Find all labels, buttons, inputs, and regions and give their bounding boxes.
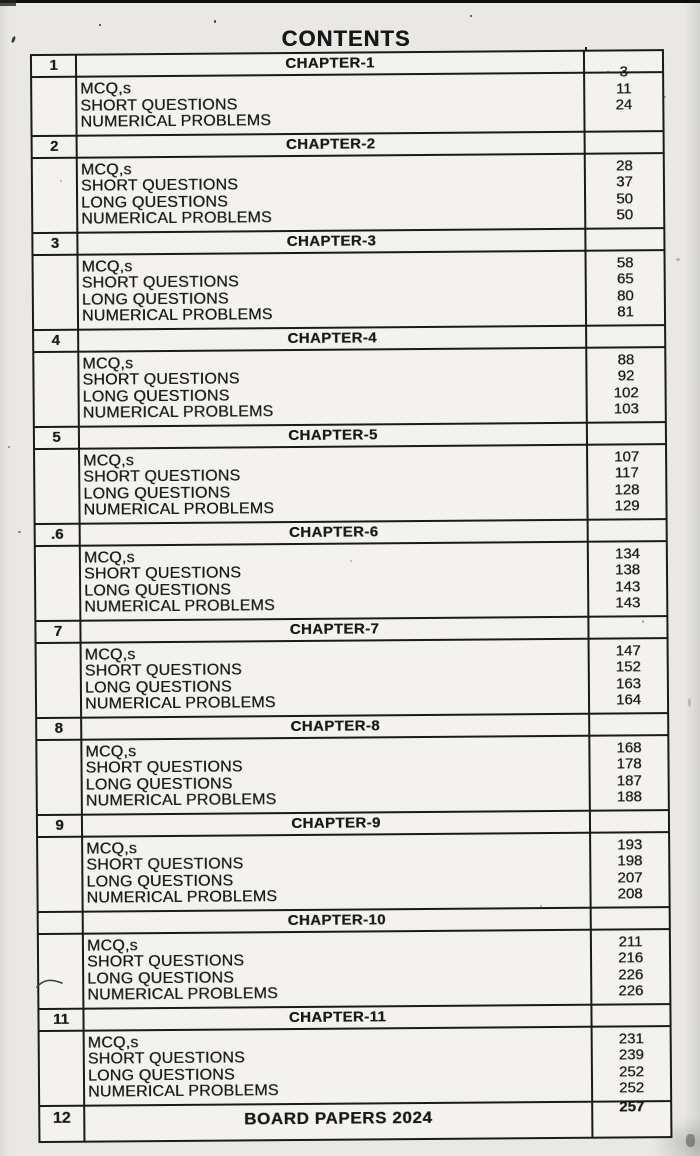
items-label-cell xyxy=(79,348,588,425)
scan-speck xyxy=(540,905,542,907)
chapter-items-row xyxy=(38,833,669,913)
chapter-items-row xyxy=(35,445,666,525)
toc-item-label: SHORT QUESTIONS xyxy=(81,273,239,292)
board-papers-row xyxy=(40,1097,670,1141)
toc-item-page: 178 xyxy=(616,755,642,773)
items-label-cell xyxy=(85,1027,594,1104)
toc-item-page: 65 xyxy=(616,270,634,288)
chapter-items-row xyxy=(40,1027,671,1107)
toc-item-label: NUMERICAL PROBLEMS xyxy=(85,791,277,810)
chapter-items-row xyxy=(39,930,670,1010)
scan-speck xyxy=(688,698,691,707)
scan-speck xyxy=(607,71,609,73)
chapter-page-cell xyxy=(592,1005,669,1026)
scan-speck xyxy=(470,15,472,17)
toc-item-page: 50 xyxy=(616,206,634,224)
toc-item-page: 37 xyxy=(616,173,633,191)
chapter-title-cell: CHAPTER-6 xyxy=(81,520,589,544)
items-page-cell xyxy=(587,348,665,422)
toc-item-label: NUMERICAL PROBLEMS xyxy=(81,209,272,228)
toc-item-label: MCQ,s xyxy=(85,742,137,761)
toc-item-page: 226 xyxy=(618,965,644,983)
items-page-cell xyxy=(586,154,664,228)
toc-item-label: SHORT QUESTIONS xyxy=(86,855,244,874)
toc-item-page: 193 xyxy=(617,835,643,853)
toc-item-page: 211 xyxy=(618,932,643,950)
toc-item-page: 188 xyxy=(616,788,642,806)
toc-item-label: MCQ,s xyxy=(86,936,138,955)
items-left-cell xyxy=(32,78,77,135)
toc-item-page: 226 xyxy=(618,982,644,1000)
chapter-title-cell: CHAPTER-10 xyxy=(84,908,592,932)
chapter-items-row xyxy=(37,639,668,719)
toc-item-label: MCQ,s xyxy=(86,839,138,858)
toc-item-label: NUMERICAL PROBLEMS xyxy=(80,112,272,131)
toc-item-label: SHORT QUESTIONS xyxy=(80,95,238,115)
toc-item-page: 134 xyxy=(614,544,640,563)
toc-item-label: LONG QUESTIONS xyxy=(84,581,232,600)
items-page-cell xyxy=(585,60,663,130)
chapter-title-cell: CHAPTER-8 xyxy=(82,714,590,738)
toc-item-page: 128 xyxy=(614,480,640,499)
toc-item-page: 88 xyxy=(617,350,635,368)
toc-item-label: LONG QUESTIONS xyxy=(82,387,230,406)
items-label-cell xyxy=(83,833,592,910)
chapter-title-cell: BOARD PAPERS 2024 xyxy=(85,1102,593,1140)
chapter-title-cell: CHAPTER-1 xyxy=(77,52,585,76)
toc-item-label: LONG QUESTIONS xyxy=(81,290,229,309)
chapter-page-cell xyxy=(587,326,664,347)
chapter-number-cell: 2 xyxy=(33,136,78,156)
chapter-items-row xyxy=(36,542,667,622)
toc-item-page: 103 xyxy=(613,400,639,418)
toc-item-page: 11 xyxy=(615,79,632,97)
chapter-title-cell: CHAPTER-4 xyxy=(79,326,587,350)
toc-item-page: 50 xyxy=(616,189,633,207)
toc-item-label: LONG QUESTIONS xyxy=(87,969,235,988)
items-label-cell xyxy=(82,736,591,813)
items-page-cell xyxy=(586,251,664,325)
toc-item-label: LONG QUESTIONS xyxy=(86,872,234,891)
chapter-items-row xyxy=(37,736,668,816)
toc-item-page: 163 xyxy=(615,674,641,692)
items-label-cell xyxy=(82,639,591,716)
toc-item-page: 143 xyxy=(615,577,641,595)
chapter-page-cell xyxy=(586,132,663,153)
scan-speck xyxy=(8,446,10,448)
scan-speck xyxy=(350,560,352,562)
scan-speck xyxy=(642,620,644,623)
chapter-page-cell xyxy=(591,811,668,832)
items-label-cell xyxy=(77,74,585,134)
toc-item-label: LONG QUESTIONS xyxy=(81,193,228,212)
toc-item-page: 143 xyxy=(615,594,641,612)
toc-item-label: NUMERICAL PROBLEMS xyxy=(86,888,278,907)
scan-speck xyxy=(664,96,666,98)
toc-item-label: MCQ,s xyxy=(87,1033,139,1052)
toc-item-label: SHORT QUESTIONS xyxy=(82,370,240,389)
toc-item-page: 81 xyxy=(617,303,634,321)
toc-item-page: 80 xyxy=(616,286,634,304)
items-page-cell xyxy=(588,445,666,519)
toc-item-page: 107 xyxy=(614,447,640,466)
chapter-page-cell xyxy=(592,908,669,929)
items-page-cell xyxy=(590,736,668,810)
items-page-cell xyxy=(593,1027,671,1101)
items-left-cell xyxy=(37,740,83,813)
toc-item-page: 208 xyxy=(617,885,643,903)
toc-item-label: SHORT QUESTIONS xyxy=(80,176,239,195)
items-label-cell xyxy=(79,251,588,328)
items-page-cell xyxy=(589,542,667,616)
chapter-page-cell xyxy=(589,520,666,541)
contents-table xyxy=(30,49,673,1142)
items-page-cell xyxy=(592,930,670,1004)
toc-item-page: 3 xyxy=(619,63,628,81)
chapter-number-cell: 4 xyxy=(34,330,79,350)
toc-item-label: MCQ,s xyxy=(80,160,132,179)
toc-item-page: 129 xyxy=(614,497,640,515)
toc-item-page: 216 xyxy=(617,949,644,967)
toc-item-page: 187 xyxy=(616,771,642,789)
chapter-page-cell xyxy=(589,617,666,638)
scan-speck xyxy=(676,258,680,261)
chapter-page-cell: 257 xyxy=(619,1097,645,1115)
scan-speck xyxy=(99,24,101,26)
chapter-title-cell: CHAPTER-11 xyxy=(84,1005,592,1029)
chapter-number-cell: 1 xyxy=(32,56,77,76)
toc-item-label: MCQ,s xyxy=(83,548,135,567)
chapter-items-row xyxy=(34,251,665,331)
toc-item-label: SHORT QUESTIONS xyxy=(83,467,241,486)
toc-item-page: 92 xyxy=(617,367,635,385)
chapter-number-cell: 12 xyxy=(40,1106,85,1140)
items-left-cell xyxy=(40,1031,86,1104)
toc-item-label: LONG QUESTIONS xyxy=(87,1066,235,1085)
toc-item-label: SHORT QUESTIONS xyxy=(83,564,242,583)
scan-speck xyxy=(214,20,216,23)
items-page-cell xyxy=(591,833,669,907)
scan-edge-mark xyxy=(0,0,16,6)
chapter-number-cell: 11 xyxy=(39,1009,84,1029)
items-label-cell xyxy=(81,542,590,619)
toc-item-page: 252 xyxy=(618,1062,645,1080)
toc-item-label: LONG QUESTIONS xyxy=(83,484,231,503)
toc-item-label: MCQ,s xyxy=(83,451,134,470)
toc-item-page: 58 xyxy=(616,253,634,271)
scan-speck xyxy=(18,531,21,533)
toc-item-page: 207 xyxy=(617,868,643,886)
page-title: CONTENTS xyxy=(275,26,418,56)
toc-item-label: SHORT QUESTIONS xyxy=(86,952,245,971)
chapter-number-cell: 9 xyxy=(38,815,83,835)
toc-item-page: 231 xyxy=(618,1029,644,1047)
toc-item-label: NUMERICAL PROBLEMS xyxy=(83,500,275,519)
toc-item-page: 147 xyxy=(615,641,641,659)
toc-item-page: 28 xyxy=(615,156,633,174)
items-left-cell xyxy=(34,352,80,425)
items-left-cell xyxy=(39,934,85,1007)
pen-mark xyxy=(36,976,64,990)
items-left-cell xyxy=(36,546,82,619)
scan-speck xyxy=(60,180,62,182)
chapter-title-cell: CHAPTER-7 xyxy=(81,617,589,641)
items-page-cell xyxy=(590,639,668,713)
toc-item-label: NUMERICAL PROBLEMS xyxy=(82,403,274,422)
chapter-items-row xyxy=(34,348,665,428)
toc-item-page: 117 xyxy=(614,464,639,482)
toc-item-label: SHORT QUESTIONS xyxy=(84,661,242,680)
toc-item-page: 252 xyxy=(618,1079,645,1097)
items-left-cell xyxy=(34,255,80,328)
toc-item-label: NUMERICAL PROBLEMS xyxy=(84,694,276,713)
toc-item-page: 102 xyxy=(613,383,639,402)
toc-item-label: SHORT QUESTIONS xyxy=(87,1049,245,1068)
toc-item-label: MCQ,s xyxy=(81,257,133,276)
toc-item-page: 138 xyxy=(614,561,641,579)
chapter-page-cell xyxy=(590,714,667,735)
toc-item-page: 164 xyxy=(615,691,642,709)
toc-item-label: LONG QUESTIONS xyxy=(84,678,232,697)
toc-item-label: LONG QUESTIONS xyxy=(85,775,233,794)
toc-item-page: 239 xyxy=(618,1046,644,1064)
toc-item-page: 24 xyxy=(615,96,633,114)
chapter-title-cell: CHAPTER-5 xyxy=(80,423,588,447)
scan-speck xyxy=(686,1134,695,1147)
toc-item-label: NUMERICAL PROBLEMS xyxy=(87,985,278,1004)
items-label-cell xyxy=(78,154,587,231)
toc-item-label: NUMERICAL PROBLEMS xyxy=(84,597,275,616)
toc-item-label: MCQ,s xyxy=(80,80,132,98)
items-left-cell xyxy=(33,158,79,231)
toc-item-label: SHORT QUESTIONS xyxy=(85,758,243,777)
chapter-title-cell: CHAPTER-9 xyxy=(83,811,591,835)
chapter-number-cell: 5 xyxy=(35,427,80,447)
chapter-page-cell xyxy=(588,423,665,444)
toc-item-label: MCQ,s xyxy=(82,354,134,373)
items-label-cell xyxy=(84,930,593,1007)
toc-item-page: 152 xyxy=(615,658,641,676)
toc-item-label: NUMERICAL PROBLEMS xyxy=(88,1082,279,1101)
items-left-cell xyxy=(35,449,81,522)
scan-edge-band xyxy=(0,0,700,3)
chapter-title-cell: CHAPTER-3 xyxy=(78,229,586,253)
items-label-cell xyxy=(80,445,589,522)
toc-item-page: 168 xyxy=(616,738,642,756)
toc-item-page: 198 xyxy=(617,852,643,870)
chapter-page-cell xyxy=(586,229,663,250)
chapter-title-cell: CHAPTER-2 xyxy=(78,132,586,156)
items-left-cell xyxy=(38,837,84,910)
chapter-number-cell: 8 xyxy=(37,718,82,738)
items-left-cell xyxy=(37,643,83,716)
toc-item-label: NUMERICAL PROBLEMS xyxy=(81,306,273,325)
chapter-number-cell xyxy=(39,912,84,932)
chapter-number-cell: 3 xyxy=(33,233,78,253)
chapter-number-cell: .6 xyxy=(36,524,81,544)
chapter-items-row xyxy=(33,154,664,234)
toc-item-label: MCQ,s xyxy=(84,645,136,664)
chapter-number-cell: 7 xyxy=(36,621,81,641)
